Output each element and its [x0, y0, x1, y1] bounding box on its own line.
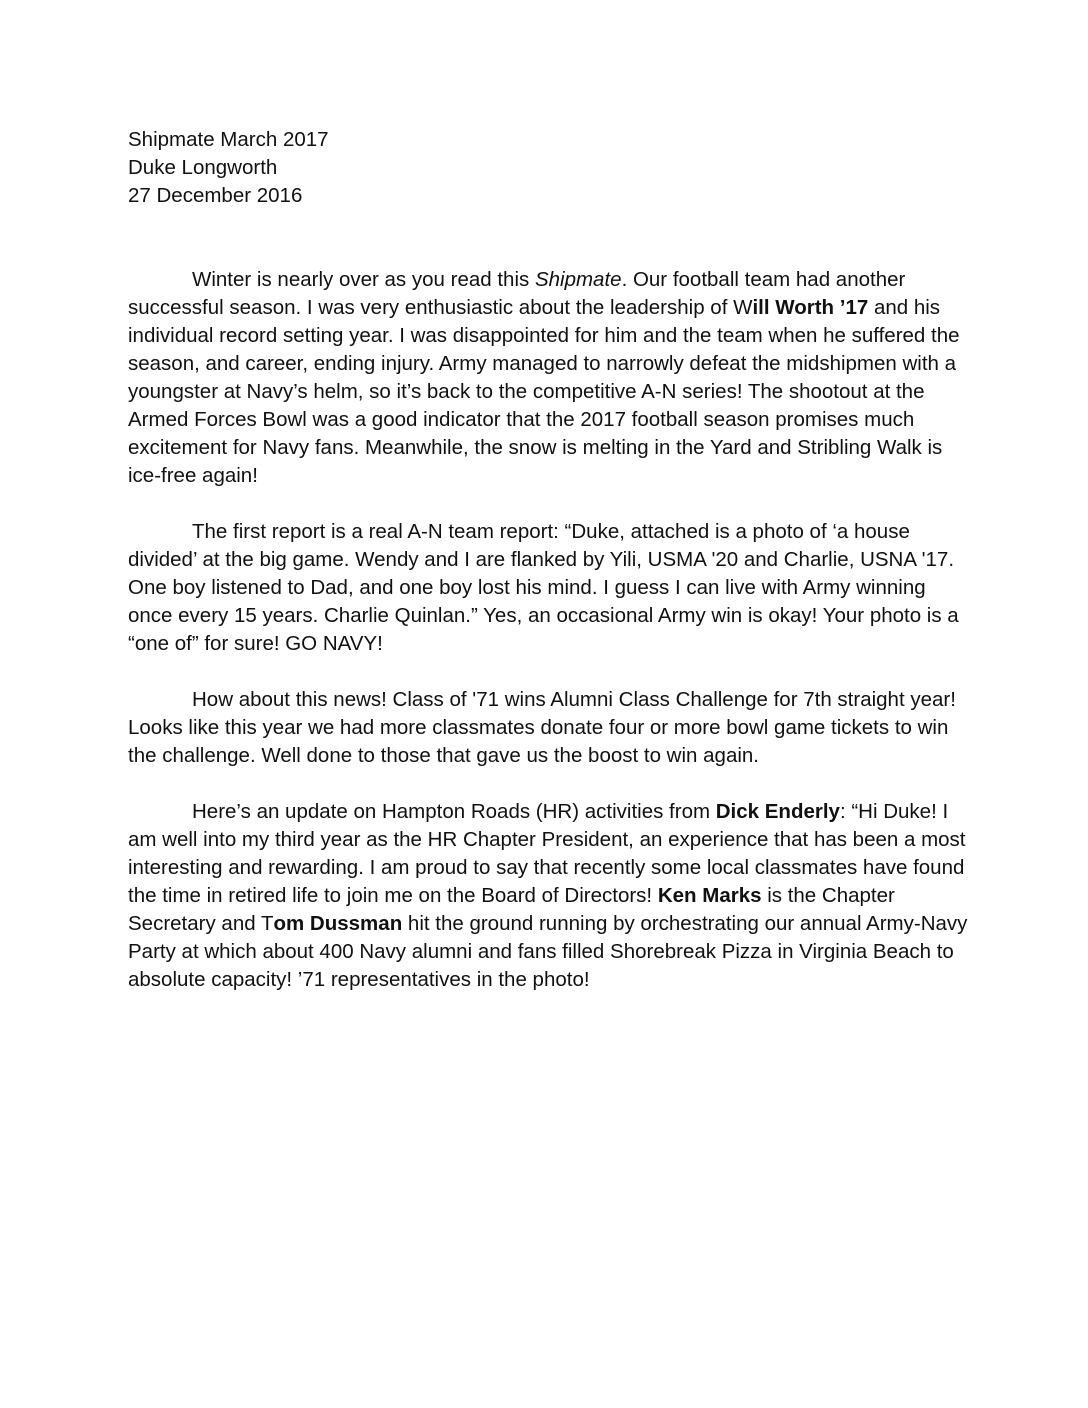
paragraph-4-text-b: : “Hi Duke! I am well into my third year as the HR Chapter President, an experience that has been a most interesting and rewarding. I am proud to say that recently some local classmates have found the time in retired life to join me on the Board of Directors!: [128, 800, 966, 907]
paragraph-3-text: How about this news! Class of '71 wins Alumni Class Challenge for 7th straight year! Looks like this year we had more classmates donate four or more bowl game tickets to win the challenge. Well done to those that gave us the boost to win again.: [128, 688, 956, 767]
paragraph-4-text-c: is the Chapter Secretary and T: [128, 884, 895, 935]
paragraph-4-text-d: hit the ground running by orchestrating our annual Army-Navy Party at which about 400 Navy alumni and fans filled Shorebreak Pizza in Virginia Beach to absolute capacity! ’71 representatives in the photo!: [128, 912, 968, 991]
paragraph-1-text-a: Winter is nearly over as you read this: [192, 268, 535, 291]
shipmate-italic: Shipmate: [534, 268, 622, 291]
name-dick-enderly: Dick Enderly: [715, 800, 840, 823]
publication-line: Shipmate March 2017: [128, 128, 329, 151]
name-tom-dussman: om Dussman: [273, 912, 403, 935]
author-line: Duke Longworth: [128, 156, 278, 179]
paragraph-1-text-b: . Our football team had another successful season. I was very enthusiastic about the leadership of W: [128, 268, 906, 319]
paragraph-2-text: The first report is a real A-N team report: “Duke, attached is a photo of ‘a house divided’ at the big game. Wendy and I are flanked by Yili, USMA '20 and Charlie, USNA '17. One boy listened to Dad, and one boy lost his mind. I guess I can live with Army winning once every 15 years. Charlie Quinlan.” Yes, an occasional Army win is okay! Your photo is a “one of” for sure! GO NAVY!: [128, 520, 959, 655]
paragraph-1-text-c: and his individual record setting year. I was disappointed for him and the team when he suffered the season, and career, ending injury. Army managed to narrowly defeat the midshipmen with a youngster at Navy’s helm, so it’s back to the competitive A-N series! The shootout at the Armed Forces Bowl was a good indicator that the 2017 football season promises much excitement for Navy fans. Meanwhile, the snow is melting in the Yard and Stribling Walk is ice-free again!: [128, 296, 960, 487]
name-ken-marks: Ken Marks: [657, 884, 762, 907]
letter-header: [128, 126, 968, 210]
paragraph-2: [128, 518, 968, 658]
paragraph-3: [128, 686, 968, 770]
paragraph-4-text-a: Here’s an update on Hampton Roads (HR) activities from: [192, 800, 716, 823]
paragraph-1: [128, 266, 968, 490]
name-will-worth: ill Worth ’17: [752, 296, 869, 319]
paragraph-4: [128, 798, 968, 994]
document-body: [128, 126, 968, 1022]
date-line: 27 December 2016: [128, 184, 303, 207]
